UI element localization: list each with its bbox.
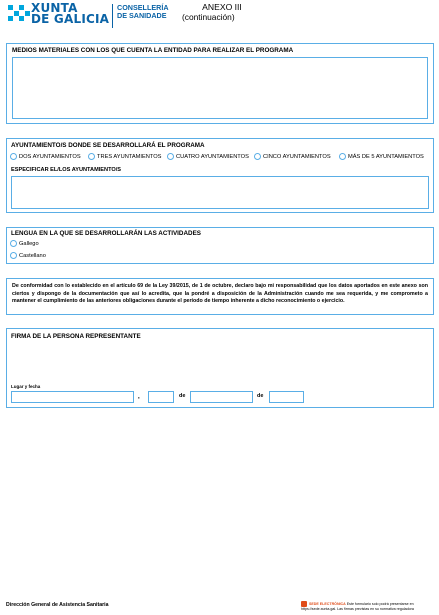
radio-icon[interactable] xyxy=(10,153,17,160)
radio-label: CINCO AYUNTAMIENTOS xyxy=(263,153,331,160)
municipalities-title: AYUNTAMIENTO/S DONDE SE DESARROLLARÁ EL PROGRAMA xyxy=(11,142,205,149)
radio-label: CUATRO AYUNTAMIENTOS xyxy=(176,153,249,160)
radio-icon[interactable] xyxy=(254,153,261,160)
specify-municipalities-label: ESPECIFICAR EL/LOS AYUNTAMIENTO/S xyxy=(11,167,122,173)
radio-label: Gallego xyxy=(19,240,39,247)
radio-icon[interactable] xyxy=(88,153,95,160)
department-name: CONSELLERÍA DE SANIDADE xyxy=(117,3,169,20)
radio-more-than-five[interactable] xyxy=(339,153,424,160)
footer-notice-accent: SEDE ELECTRÓNICA xyxy=(309,601,346,606)
day-input[interactable] xyxy=(148,391,174,403)
year-input[interactable] xyxy=(269,391,304,403)
annex-title: ANEXO III xyxy=(202,2,242,12)
material-means-section xyxy=(6,43,434,124)
radio-spanish[interactable] xyxy=(10,252,46,259)
language-section xyxy=(6,227,434,264)
de-separator-2: de xyxy=(257,393,264,399)
comma-separator: , xyxy=(138,394,140,400)
material-means-input[interactable] xyxy=(12,57,428,119)
radio-icon[interactable] xyxy=(10,240,17,247)
radio-galician[interactable] xyxy=(10,240,39,247)
material-means-title: MEDIOS MATERIALES CON LOS QUE CUENTA LA ENTIDAD PARA REALIZAR EL PROGRAMA xyxy=(12,47,294,54)
specify-municipalities-input[interactable] xyxy=(11,176,429,209)
footer-department: Dirección General de Asistencia Sanitaria xyxy=(6,602,109,608)
radio-four-municipalities[interactable] xyxy=(167,153,249,160)
responsibility-declaration: De conformidad con lo establecido en el artículo 69 de la Ley 39/2015, de 1 de octubre, declaro bajo mi responsabilidad que los datos aportados en este anexo son ciertos y dispongo de la documentación que así lo acredita, que la pondré a disposición de la Administración cuando me sea requerida, y me comprometo a mantener el cumplimiento de las anteriores obligaciones durante el período de tiempo inherente a dicho reconocimiento o ejercicio. xyxy=(6,278,434,315)
place-date-label: Lugar y fecha xyxy=(11,384,41,389)
radio-icon[interactable] xyxy=(167,153,174,160)
radio-label: TRES AYUNTAMIENTOS xyxy=(97,153,162,160)
language-title: LENGUA EN LA QUE SE DESARROLLARÁN LAS ACTIVIDADES xyxy=(11,230,201,237)
radio-label: DOS AYUNTAMIENTOS xyxy=(19,153,81,160)
radio-five-municipalities[interactable] xyxy=(254,153,331,160)
month-input[interactable] xyxy=(190,391,253,403)
place-input[interactable] xyxy=(11,391,134,403)
de-separator-1: de xyxy=(179,393,186,399)
brand-name: XUNTA DE GALICIA xyxy=(31,1,110,26)
radio-icon[interactable] xyxy=(339,153,346,160)
radio-three-municipalities[interactable] xyxy=(88,153,161,160)
xunta-logo-icon xyxy=(8,5,30,21)
signature-title: FIRMA DE LA PERSONA REPRESENTANTE xyxy=(11,333,141,340)
radio-label: MÁS DE 5 AYUNTAMIENTOS xyxy=(348,153,424,160)
annex-subtitle: (continuación) xyxy=(182,12,235,22)
signature-section xyxy=(6,328,434,408)
logo-divider xyxy=(112,4,113,28)
footer-notice xyxy=(301,601,435,612)
radio-label: Castellano xyxy=(19,252,46,259)
footer-notice-text: Este formulario solo podrá presentarse en https://sede.xunta.gal. Las firmas previstas en su normativa reguladora xyxy=(301,601,414,611)
radio-icon[interactable] xyxy=(10,252,17,259)
municipalities-section xyxy=(6,138,434,213)
radio-two-municipalities[interactable] xyxy=(10,153,81,160)
